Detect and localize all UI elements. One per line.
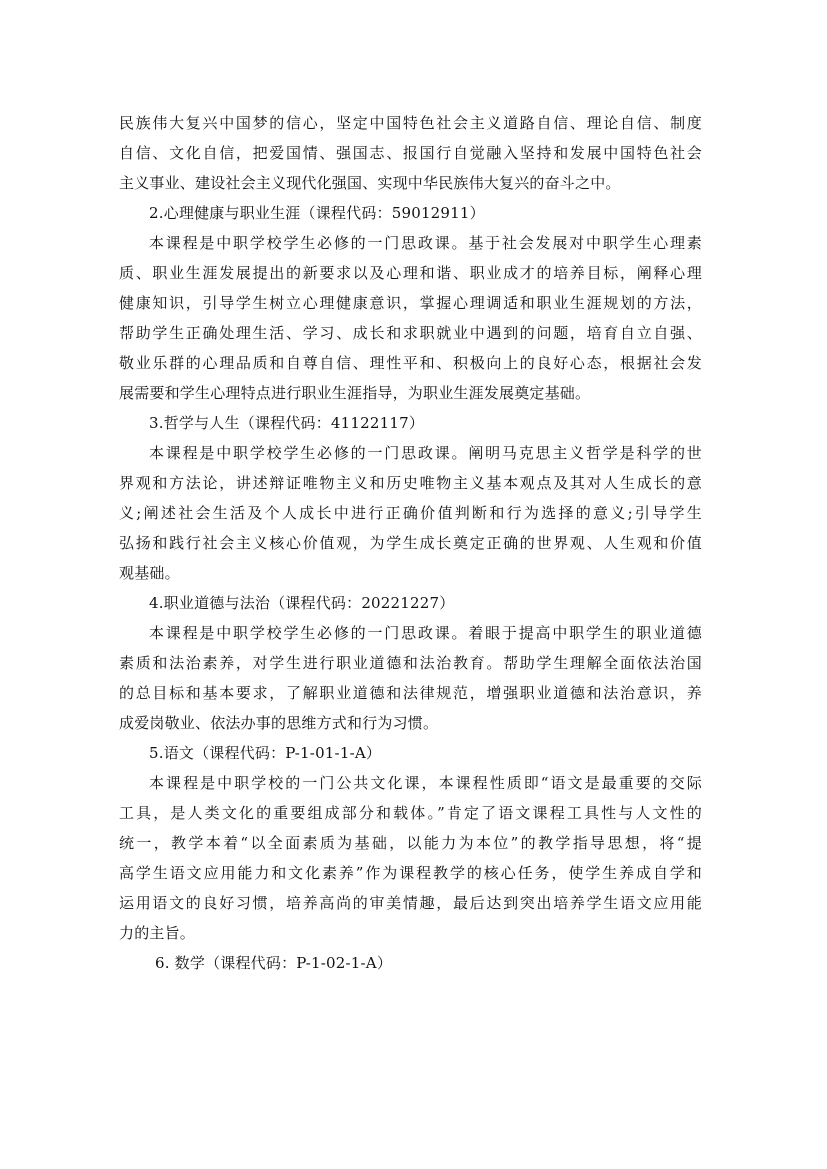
text-line: 本课程是中职学校学生必修的一门思政课。基于社会发展对中职学生心理素 (149, 234, 702, 252)
text-line: 健康知识，引导学生树立心理健康意识，掌握心理调适和职业生涯规划的方法， (119, 294, 702, 312)
text-line: 成爱岗敬业、依法办事的思维方式和行为习惯。 (119, 714, 439, 732)
course-description (119, 438, 702, 588)
text-line: 质、职业生涯发展提出的新要求以及心理和谐、职业成才的培养目标，阐释心理 (119, 264, 702, 282)
text-line: 力的主旨。 (119, 924, 196, 942)
course-heading: 4.职业道德与法治（课程代码：20221227） (149, 594, 455, 612)
text-line: 弘扬和践行社会主义核心价值观，为学生成长奠定正确的世界观、人生观和价值 (119, 534, 702, 552)
text-line: 观基础。 (119, 564, 180, 582)
course-description (119, 228, 702, 408)
text-line: 民族伟大复兴中国梦的信心，坚定中国特色社会主义道路自信、理论自信、制度 (119, 114, 702, 132)
document-page (119, 108, 702, 978)
course-heading: 5.语文（课程代码：P-1-01-1-A） (149, 744, 382, 762)
text-line: 本课程是中职学校的一门公共文化课，本课程性质即“语文是最重要的交际 (149, 774, 702, 792)
text-line: 高学生语文应用能力和文化素养”作为课程教学的核心任务，使学生养成自学和 (119, 864, 702, 882)
text-line: 本课程是中职学校学生必修的一门思政课。阐明马克思主义哲学是科学的世 (149, 444, 702, 462)
course-heading: 3.哲学与人生（课程代码：41122117） (149, 414, 425, 432)
text-line: 的总目标和基本要求，了解职业道德和法律规范，增强职业道德和法治意识，养 (119, 684, 702, 702)
course-heading: 2.心理健康与职业生涯（课程代码：59012911） (149, 204, 485, 222)
course-description (119, 618, 702, 738)
text-line: 运用语文的良好习惯，培养高尚的审美情趣，最后达到突出培养学生语文应用能 (119, 894, 702, 912)
course-heading: 6. 数学（课程代码：P-1-02-1-A） (155, 954, 393, 972)
text-line: 敬业乐群的心理品质和自尊自信、理性平和、积极向上的良好心态，根据社会发 (119, 354, 702, 372)
text-line: 义;阐述社会生活及个人成长中进行正确价值判断和行为选择的意义;引导学生 (119, 504, 702, 522)
text-line: 展需要和学生心理特点进行职业生涯指导，为职业生涯发展奠定基础。 (119, 384, 591, 402)
text-line: 界观和方法论，讲述辩证唯物主义和历史唯物主义基本观点及其对人生成长的意 (119, 474, 702, 492)
text-line: 帮助学生正确处理生活、学习、成长和求职就业中遇到的问题，培育自立自强、 (119, 324, 702, 342)
text-line: 本课程是中职学校学生必修的一门思政课。着眼于提高中职学生的职业道德 (149, 624, 702, 642)
text-line: 工具，是人类文化的重要组成部分和载体。”肯定了语文课程工具性与人文性的 (119, 804, 702, 822)
text-line: 主义事业、建设社会主义现代化强国、实现中华民族伟大复兴的奋斗之中。 (119, 174, 621, 192)
paragraph-continuation (119, 108, 702, 198)
text-line: 自信、文化自信，把爱国情、强国志、报国行自觉融入坚持和发展中国特色社会 (119, 144, 702, 162)
text-line: 统一，教学本着“以全面素质为基础，以能力为本位”的教学指导思想，将“提 (119, 834, 702, 852)
course-description (119, 768, 702, 948)
text-line: 素质和法治素养，对学生进行职业道德和法治教育。帮助学生理解全面依法治国 (119, 654, 702, 672)
